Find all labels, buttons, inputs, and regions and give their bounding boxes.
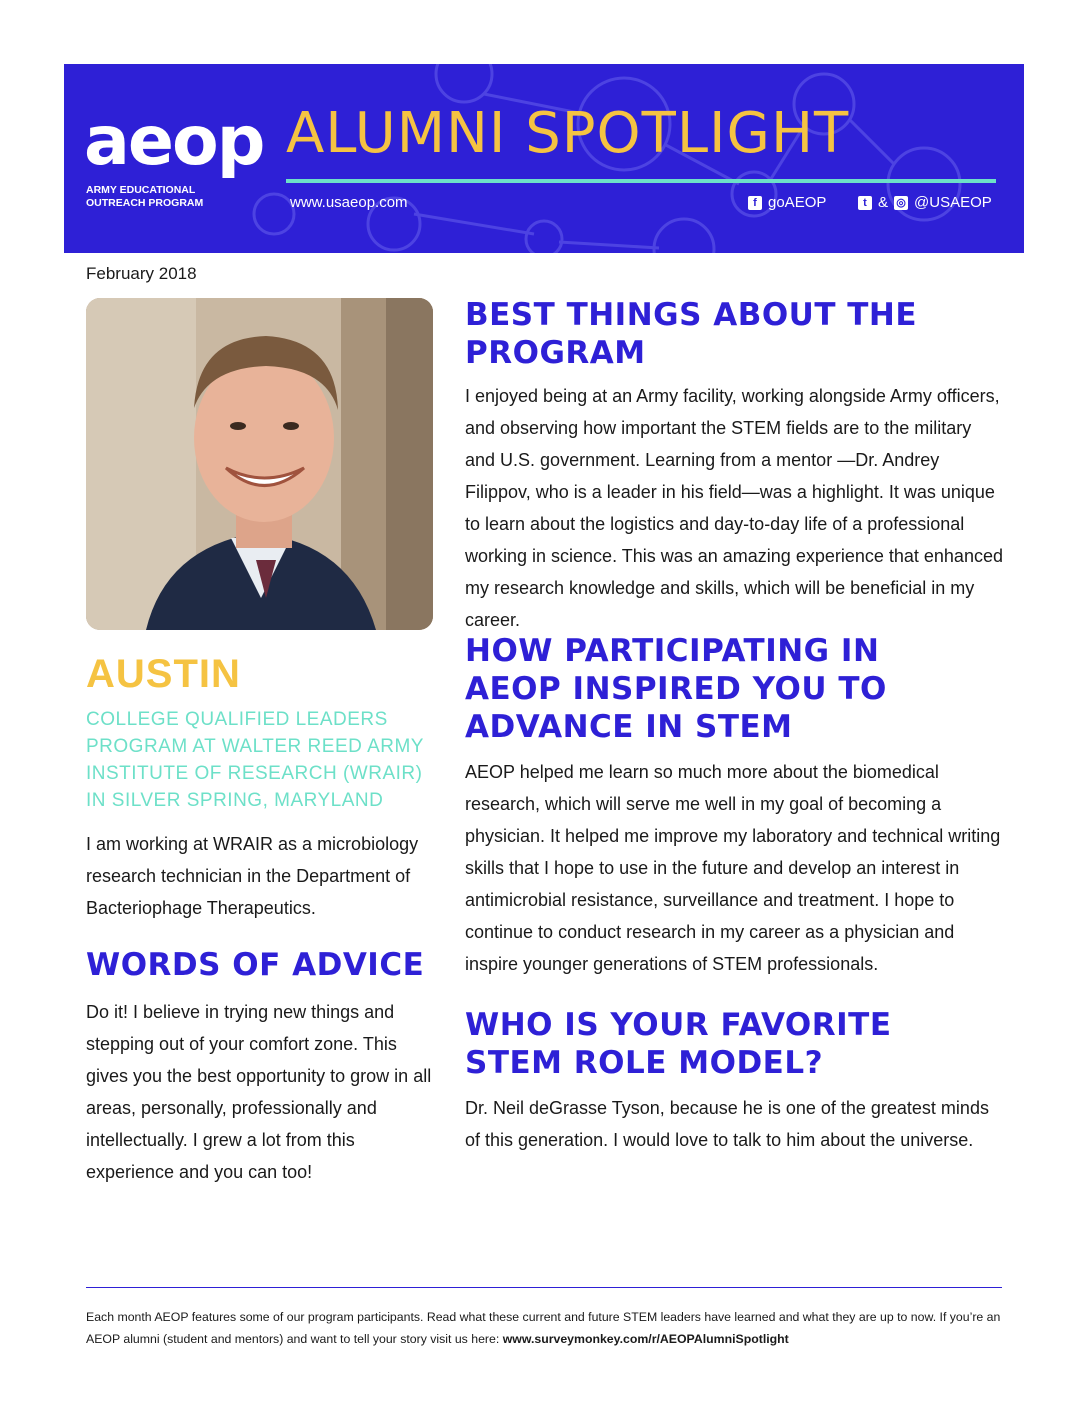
logo-sub-line2: OUTREACH PROGRAM — [86, 197, 204, 209]
profile-photo — [86, 298, 433, 630]
header-banner — [64, 64, 1024, 253]
banner-divider — [286, 179, 996, 183]
program-description: COLLEGE QUALIFIED LEADERS PROGRAM AT WALTER REED ARMY INSTITUTE OF RESEARCH (WRAIR) IN SILVER SPRING, MARYLAND — [86, 709, 424, 811]
best-text: I enjoyed being at an Army facility, working alongside Army officers, and observing how important the STEM fields are to the military and U.S. government. Learning from a mentor —Dr. Andrey Filippov, who is a leader in his field—was a highlight. It was unique to learn about the logistics and day-to-day life of a professional working in science. This was an amazing experience that enhanced my research knowledge and skills, which will be beneficial in my career. — [465, 386, 1003, 630]
footer-text: Each month AEOP features some of our program participants. Read what these current and future STEM leaders have learned and what they are up to now. If you’re an AEOP alumni (student and mentors) and want to tell your story visit us here: — [86, 1310, 1001, 1346]
rolemodel-text: Dr. Neil deGrasse Tyson, because he is one of the greatest minds of this generation. I would love to talk to him about the universe. — [465, 1098, 989, 1150]
advice-text: Do it! I believe in trying new things and stepping out of your comfort zone. This gives you the best opportunity to grow in all areas, personally, professionally and intellectually. I grew a lot from this experience and you can too! — [86, 1002, 432, 1182]
inspired-text: AEOP helped me learn so much more about the biomedical research, which will serve me well in my goal of becoming a physician. It helped me improve my laboratory and technical writing skills that I hope to use in the future and develop an interest in antimicrobial resistance, surveillance and treatment. I hope to continue to conduct research in my career as a physician and inspire younger generations of STEM professionals. — [465, 762, 1001, 974]
banner-title: ALUMNI SPOTLIGHT — [286, 101, 850, 166]
portrait-illustration — [86, 298, 433, 630]
logo-sub-line1: ARMY EDUCATIONAL — [86, 184, 196, 196]
bio-text: I am working at WRAIR as a microbiology research technician in the Department of Bacteriophage Therapeutics. — [86, 834, 419, 918]
rolemodel-heading: WHO IS YOUR FAVORITE STEM ROLE MODEL? — [465, 1007, 892, 1081]
social-handle: @USAEOP — [914, 194, 992, 211]
advice-section — [86, 946, 446, 1188]
footer — [86, 1306, 1006, 1350]
aeop-logo: aeop — [84, 102, 264, 181]
facebook-icon: f — [748, 196, 762, 210]
inspired-section — [465, 632, 1010, 980]
advice-heading: WORDS OF ADVICE — [86, 947, 425, 983]
social-separator: & — [878, 194, 889, 211]
facebook-link[interactable] — [748, 194, 826, 211]
twitter-icon: t — [858, 196, 872, 210]
twitter-instagram-link[interactable] — [858, 194, 992, 211]
facebook-handle: goAEOP — [768, 194, 827, 211]
issue-date: February 2018 — [86, 264, 197, 283]
inspired-heading: HOW PARTICIPATING IN AEOP INSPIRED YOU TO ADVANCE IN STEM — [465, 633, 887, 745]
survey-link[interactable]: www.surveymonkey.com/r/AEOPAlumniSpotlight — [502, 1332, 789, 1346]
alumni-name: AUSTIN — [86, 652, 241, 696]
rolemodel-section — [465, 1006, 1010, 1156]
instagram-icon: ◎ — [894, 196, 908, 210]
logo-subtitle — [86, 184, 203, 210]
footer-divider — [86, 1287, 1002, 1288]
website-link[interactable]: www.usaeop.com — [290, 194, 408, 211]
best-section — [465, 296, 1010, 636]
best-heading: BEST THINGS ABOUT THE PROGRAM — [465, 297, 918, 371]
